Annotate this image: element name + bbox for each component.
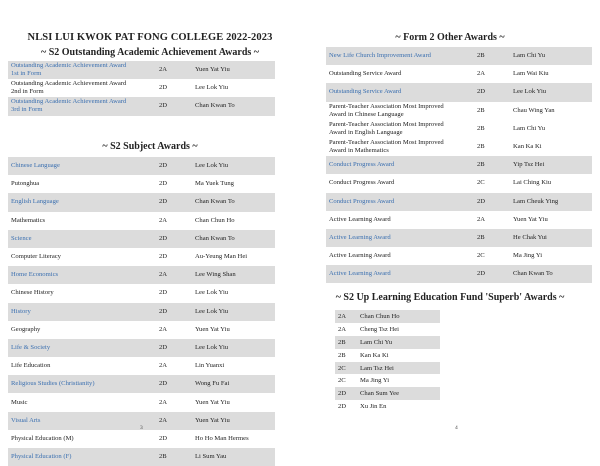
award-name-line: Active Learning Award	[329, 252, 391, 260]
award-name-line: Outstanding Academic Achievement Award	[11, 80, 127, 88]
table-row	[8, 157, 275, 175]
table-row	[335, 323, 440, 336]
class-code: 2A	[156, 412, 192, 430]
table-row	[326, 138, 592, 156]
table-row	[8, 321, 275, 339]
award-name: Mathematics	[11, 216, 46, 224]
award-name: Physical Education (F)	[8, 448, 156, 466]
student-name: Lam Tsz Hei	[357, 362, 440, 375]
table-row	[335, 310, 440, 323]
document-title: NLSI LUI KWOK PAT FONG COLLEGE 2022-2023	[27, 32, 273, 43]
award-name: Religious Studies (Christianity)	[8, 375, 156, 393]
student-name: Lee Lok Yiu	[195, 84, 229, 92]
student-name: Xu Jin En	[360, 403, 387, 411]
class-code: 2A	[156, 61, 192, 79]
table-row	[326, 174, 592, 192]
student-name: Chau Wing Yan	[513, 106, 555, 114]
award-name	[326, 174, 474, 192]
table-row	[326, 65, 592, 83]
award-name: Geography	[11, 325, 41, 333]
award-name	[326, 247, 474, 265]
student-name: Kan Ka Ki	[360, 351, 389, 359]
award-name	[326, 83, 474, 101]
award-name-line: New Life Church Improvement Award	[329, 52, 431, 60]
award-name-line: 2nd in Form	[11, 88, 44, 96]
subject-awards-title: ~ S2 Subject Awards ~	[102, 141, 198, 152]
award-name-line: Award in Mathematics	[329, 147, 389, 155]
student-name: Lee Lok Yiu	[192, 157, 275, 175]
award-name	[326, 102, 474, 120]
award-name	[8, 61, 156, 79]
student-name: Ma Jing Yi	[513, 252, 543, 260]
student-name: Li Sum Yau	[192, 448, 275, 466]
student-name: Chan Chun Ho	[357, 310, 440, 323]
table-row	[8, 248, 275, 266]
table-row	[8, 448, 275, 466]
award-name: Music	[11, 398, 28, 406]
student-name: Au-Yeung Man Hei	[195, 253, 248, 261]
academic-awards-table	[8, 61, 275, 116]
student-name: Yuen Yat Yiu	[192, 412, 275, 430]
award-name	[326, 156, 474, 174]
page-number: 4	[455, 425, 458, 431]
academic-awards-title: ~ S2 Outstanding Academic Achievement Awards ~	[41, 47, 259, 58]
class-code: 2A	[477, 70, 486, 78]
table-row	[8, 284, 275, 302]
table-row	[8, 375, 275, 393]
table-row	[326, 102, 592, 120]
table-row	[326, 156, 592, 174]
award-name	[8, 97, 156, 115]
page-number: 3	[140, 425, 143, 431]
award-name-line: 1st in Form	[11, 70, 42, 78]
student-name: Lam Chi Yu	[510, 47, 592, 65]
table-row	[326, 47, 592, 65]
table-row	[8, 303, 275, 321]
table-row	[8, 393, 275, 411]
student-name: Lee Lok Yiu	[192, 339, 275, 357]
award-name-line: Conduct Progress Award	[329, 197, 395, 205]
class-code: 2B	[474, 47, 510, 65]
table-row	[335, 374, 440, 387]
student-name: Chan Kwan To	[192, 193, 275, 211]
table-row	[326, 120, 592, 138]
student-name: Yuen Yat Yiu	[195, 325, 230, 333]
award-name-line: 3rd in Form	[11, 106, 43, 114]
award-name-line: Parent-Teacher Association Most Improved	[329, 139, 444, 147]
class-code: 2B	[338, 351, 346, 359]
class-code: 2D	[335, 387, 357, 400]
award-name: Putonghua	[11, 180, 40, 188]
student-name: Ma Jing Yi	[360, 377, 390, 385]
student-name: Chan Kwan To	[510, 265, 592, 283]
award-name	[8, 79, 156, 97]
table-row	[8, 357, 275, 375]
award-name	[326, 138, 474, 156]
student-name: Lai Ching Kiu	[513, 179, 552, 187]
class-code: 2B	[477, 106, 485, 114]
award-name-line: Outstanding Academic Achievement Award	[11, 62, 127, 70]
table-row	[326, 211, 592, 229]
class-code: 2D	[338, 403, 347, 411]
student-name: Yip Tsz Hei	[510, 156, 592, 174]
award-name-line: Active Learning Award	[329, 233, 391, 241]
class-code: 2D	[159, 434, 168, 442]
table-row	[8, 97, 275, 115]
table-row	[8, 193, 275, 211]
award-name: Computer Literacy	[11, 253, 61, 261]
table-row	[8, 175, 275, 193]
award-name: Chinese Language	[8, 157, 156, 175]
table-row	[8, 339, 275, 357]
class-code: 2D	[156, 339, 192, 357]
class-code: 2C	[477, 179, 485, 187]
other-awards-title: ~ Form 2 Other Awards ~	[395, 32, 505, 43]
table-row	[326, 193, 592, 211]
student-name: Lee Lok Yiu	[195, 289, 229, 297]
class-code: 2D	[156, 230, 192, 248]
award-name-line: Outstanding Service Award	[329, 88, 402, 96]
student-name: Cheng Tsz Hei	[360, 325, 399, 333]
class-code: 2A	[335, 310, 357, 323]
class-code: 2B	[477, 124, 485, 132]
award-name: Life & Society	[8, 339, 156, 357]
table-row	[8, 79, 275, 97]
award-name	[326, 193, 474, 211]
award-name	[326, 265, 474, 283]
table-row	[8, 61, 275, 79]
table-row	[326, 265, 592, 283]
student-name: Lam Chi Yu	[513, 124, 545, 132]
award-name-line: Outstanding Academic Achievement Award	[11, 98, 127, 106]
class-code: 2B	[474, 156, 510, 174]
class-code: 2A	[159, 362, 168, 370]
award-name: Life Education	[11, 362, 51, 370]
student-name: Lee Wing Shan	[192, 266, 275, 284]
class-code: 2D	[156, 97, 192, 115]
award-name-line: Conduct Progress Award	[329, 161, 395, 169]
student-name: Chan Kwan To	[192, 230, 275, 248]
student-name: Lee Lok Yiu	[192, 303, 275, 321]
table-row	[335, 362, 440, 375]
class-code: 2B	[474, 229, 510, 247]
award-name: Visual Arts	[8, 412, 156, 430]
fund-awards-table	[335, 310, 440, 413]
class-code: 2D	[156, 303, 192, 321]
table-row	[8, 266, 275, 284]
table-row	[335, 400, 440, 413]
subject-awards-table	[8, 157, 275, 466]
class-code: 2A	[477, 215, 486, 223]
class-code: 2C	[338, 377, 346, 385]
table-row	[8, 230, 275, 248]
student-name: Lee Lok Yiu	[510, 83, 592, 101]
class-code: 2D	[159, 84, 168, 92]
table-row	[335, 349, 440, 362]
table-row	[335, 336, 440, 349]
student-name: Lin Yuanxi	[195, 362, 225, 370]
award-name-line: Award in Chinese Language	[329, 110, 404, 118]
class-code: 2C	[335, 362, 357, 375]
class-code: 2D	[159, 253, 168, 261]
award-name	[326, 47, 474, 65]
award-name-line: Active Learning Award	[329, 215, 391, 223]
left-page	[0, 0, 300, 461]
class-code: 2B	[335, 336, 357, 349]
award-name-line: Active Learning Award	[329, 270, 391, 278]
award-name	[326, 229, 474, 247]
class-code: 2A	[338, 325, 347, 333]
class-code: 2D	[474, 265, 510, 283]
fund-awards-title: ~ S2 Up Learning Education Fund 'Superb' Awards ~	[335, 292, 565, 303]
student-name: Yuen Yat Yiu	[513, 215, 548, 223]
class-code: 2A	[159, 398, 168, 406]
class-code: 2A	[156, 266, 192, 284]
student-name: Lam Cheuk Ying	[510, 193, 592, 211]
award-name: Science	[8, 230, 156, 248]
student-name: Wong Fu Fai	[192, 375, 275, 393]
student-name: Lam Wai Kiu	[513, 70, 549, 78]
student-name: Kan Ka Ki	[513, 143, 542, 151]
class-code: 2D	[156, 193, 192, 211]
student-name: He Chak Yui	[510, 229, 592, 247]
table-row	[326, 229, 592, 247]
student-name: Chan Kwan To	[192, 97, 275, 115]
student-name: Ho Ho Man Hermes	[195, 434, 249, 442]
award-name: English Language	[8, 193, 156, 211]
award-name-line: Award in English Language	[329, 128, 403, 136]
award-name	[326, 65, 474, 83]
class-code: 2B	[477, 143, 485, 151]
student-name: Yuen Yat Yiu	[192, 61, 275, 79]
award-name: History	[8, 303, 156, 321]
class-code: 2D	[159, 289, 168, 297]
class-code: 2D	[159, 180, 168, 188]
award-name-line: Parent-Teacher Association Most Improved	[329, 102, 444, 110]
class-code: 2A	[159, 216, 168, 224]
table-row	[335, 387, 440, 400]
class-code: 2D	[156, 157, 192, 175]
student-name: Ma Yuek Tung	[195, 180, 234, 188]
class-code: 2D	[156, 375, 192, 393]
student-name: Chan Chun Ho	[195, 216, 235, 224]
award-name-line: Conduct Progress Award	[329, 179, 395, 187]
award-name	[326, 211, 474, 229]
class-code: 2A	[159, 325, 168, 333]
award-name: Physical Education (M)	[11, 434, 74, 442]
table-row	[8, 212, 275, 230]
award-name-line: Parent-Teacher Association Most Improved	[329, 120, 444, 128]
table-row	[326, 247, 592, 265]
award-name: Chinese History	[11, 289, 54, 297]
class-code: 2B	[156, 448, 192, 466]
award-name	[326, 120, 474, 138]
table-row	[8, 430, 275, 448]
other-awards-table	[326, 47, 592, 283]
class-code: 2D	[474, 83, 510, 101]
table-row	[326, 83, 592, 101]
award-name: Home Economics	[8, 266, 156, 284]
student-name: Lam Chi Yu	[357, 336, 440, 349]
student-name: Yuen Yat Yiu	[195, 398, 230, 406]
student-name: Chan Sum Yee	[357, 387, 440, 400]
class-code: 2D	[474, 193, 510, 211]
class-code: 2C	[477, 252, 485, 260]
award-name-line: Outstanding Service Award	[329, 70, 402, 78]
